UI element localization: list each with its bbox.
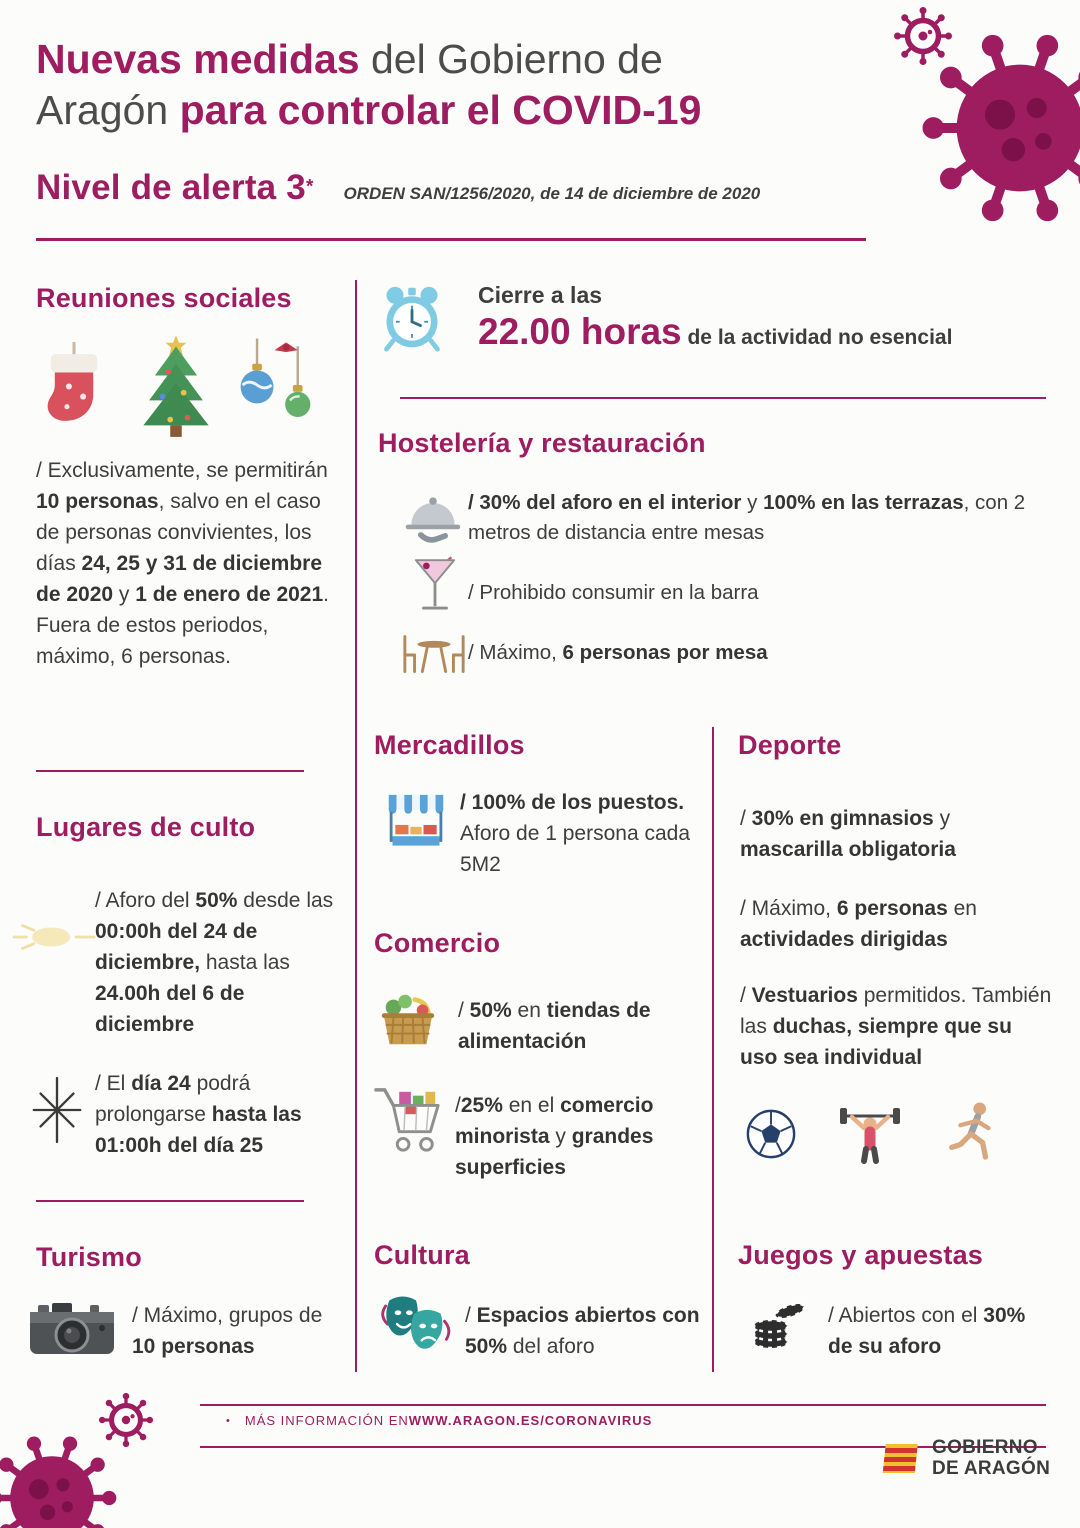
section-title-hosteleria: Hostelería y restauración xyxy=(378,428,706,458)
section-title-cultura: Cultura xyxy=(374,1240,470,1270)
hosteleria-item-3: / Máximo, 6 personas por mesa xyxy=(468,641,768,664)
sun-icon xyxy=(10,916,98,958)
culto-item-1: / Aforo del 50% desde las 00:00h del 24 de diciembre, hasta las 24.00h del 6 de diciembre xyxy=(95,889,334,1037)
divider xyxy=(36,1200,304,1202)
section-title-deporte: Deporte xyxy=(738,730,842,760)
closure-line xyxy=(478,311,952,353)
culto-item-2: / El día 24 podrá prolongarse hasta las 01:00h del día 25 xyxy=(95,1072,302,1158)
christmas-tree-icon xyxy=(128,333,224,439)
market-stall-icon xyxy=(382,793,450,855)
section-title-reuniones: Reuniones sociales xyxy=(36,283,292,313)
running-icon xyxy=(945,1100,999,1162)
food-basket-icon xyxy=(376,988,440,1052)
divider xyxy=(355,280,357,1372)
divider xyxy=(36,770,304,772)
closure-intro: Cierre a las xyxy=(478,282,603,308)
closure-banner xyxy=(478,282,952,353)
header-divider xyxy=(36,238,866,241)
section-title-juegos: Juegos y apuestas xyxy=(738,1240,984,1270)
star-icon xyxy=(26,1076,88,1144)
divider xyxy=(200,1404,1046,1406)
hosteleria-item-1: / 30% del aforo en el interior y 100% en las terrazas, con 2 metros de distancia entre mesas xyxy=(468,491,1026,545)
gobierno-aragon-logo xyxy=(880,1438,1050,1480)
page-title-line1: Nuevas medidas del Gobierno de xyxy=(36,36,663,82)
serving-dish-icon xyxy=(402,490,464,546)
christmas-stocking-icon xyxy=(38,340,110,436)
cocktail-icon xyxy=(412,556,458,618)
deporte-item-2: / Máximo, 6 personas en actividades dirigidas xyxy=(740,897,977,952)
section-title-culto: Lugares de culto xyxy=(36,812,256,842)
section-title-comercio: Comercio xyxy=(374,928,501,958)
logo-line2: DE ARAGÓN xyxy=(932,1457,1051,1479)
page-title-line2: Aragón para controlar el COVID-19 xyxy=(36,86,702,133)
coronavirus-icon xyxy=(0,1432,118,1528)
hosteleria-item-2: / Prohibido consumir en la barra xyxy=(468,581,759,604)
closure-time: 22.00 horas xyxy=(478,311,682,352)
theater-masks-icon xyxy=(378,1293,454,1359)
deporte-item-3: / Vestuarios permitidos. También las duchas, siempre que su uso sea individual xyxy=(740,984,1052,1070)
page-title xyxy=(36,34,701,136)
comercio-item-1: / 50% en tiendas de alimentación xyxy=(458,999,651,1054)
football-icon xyxy=(745,1108,797,1160)
footer-info-prefix: MÁS INFORMACIÓN EN xyxy=(244,1413,409,1428)
deporte-item-1: / 30% en gimnasios y mascarilla obligatoria xyxy=(740,807,956,862)
footer-info xyxy=(226,1413,652,1428)
table-chairs-icon xyxy=(400,630,468,680)
section-title-turismo: Turismo xyxy=(36,1242,142,1272)
coronavirus-icon xyxy=(920,28,1080,228)
bullet-icon: • xyxy=(226,1414,231,1427)
aragon-flag-icon xyxy=(880,1442,922,1476)
baubles-icon xyxy=(228,336,320,434)
juegos-item-1: / Abiertos con el 30% de su aforo xyxy=(828,1304,1026,1359)
comercio-item-2: /25% en el comercio minorista y grandes superficies xyxy=(455,1094,654,1180)
poker-chips-icon xyxy=(748,1295,808,1353)
alert-footnote-mark: * xyxy=(305,176,314,198)
order-reference: ORDEN SAN/1256/2020, de 14 de diciembre de 2020 xyxy=(343,184,761,203)
shopping-cart-icon xyxy=(372,1082,442,1158)
divider xyxy=(712,727,714,1372)
logo-text xyxy=(932,1438,1050,1480)
reuniones-body: / Exclusivamente, se permitirán 10 personas, salvo en el caso de personas convivientes, los días 24, 25 y 31 de diciembre de 2020 y 1 de enero de 2021. Fuera de estos periodos, máximo, 6 personas. xyxy=(36,459,330,669)
weightlifting-icon xyxy=(838,1100,902,1164)
closure-suffix: de la actividad no esencial xyxy=(681,326,953,349)
camera-icon xyxy=(28,1296,116,1358)
alert-level: Nivel de alerta 3* xyxy=(36,168,314,207)
logo-line1: GOBIERNO xyxy=(932,1437,1038,1458)
footer-info-url[interactable]: WWW.ARAGON.ES/CORONAVIRUS xyxy=(408,1413,653,1428)
turismo-item-1: / Máximo, grupos de 10 personas xyxy=(132,1304,323,1359)
cultura-item-1: / Espacios abiertos con 50% del aforo xyxy=(465,1304,700,1359)
alarm-clock-icon xyxy=(378,283,446,353)
divider xyxy=(400,397,1046,399)
section-title-mercadillos: Mercadillos xyxy=(374,730,525,760)
mercadillos-item-1: / 100% de los puestos. Aforo de 1 persona cada 5M2 xyxy=(460,791,690,877)
alert-level-row xyxy=(36,168,760,208)
